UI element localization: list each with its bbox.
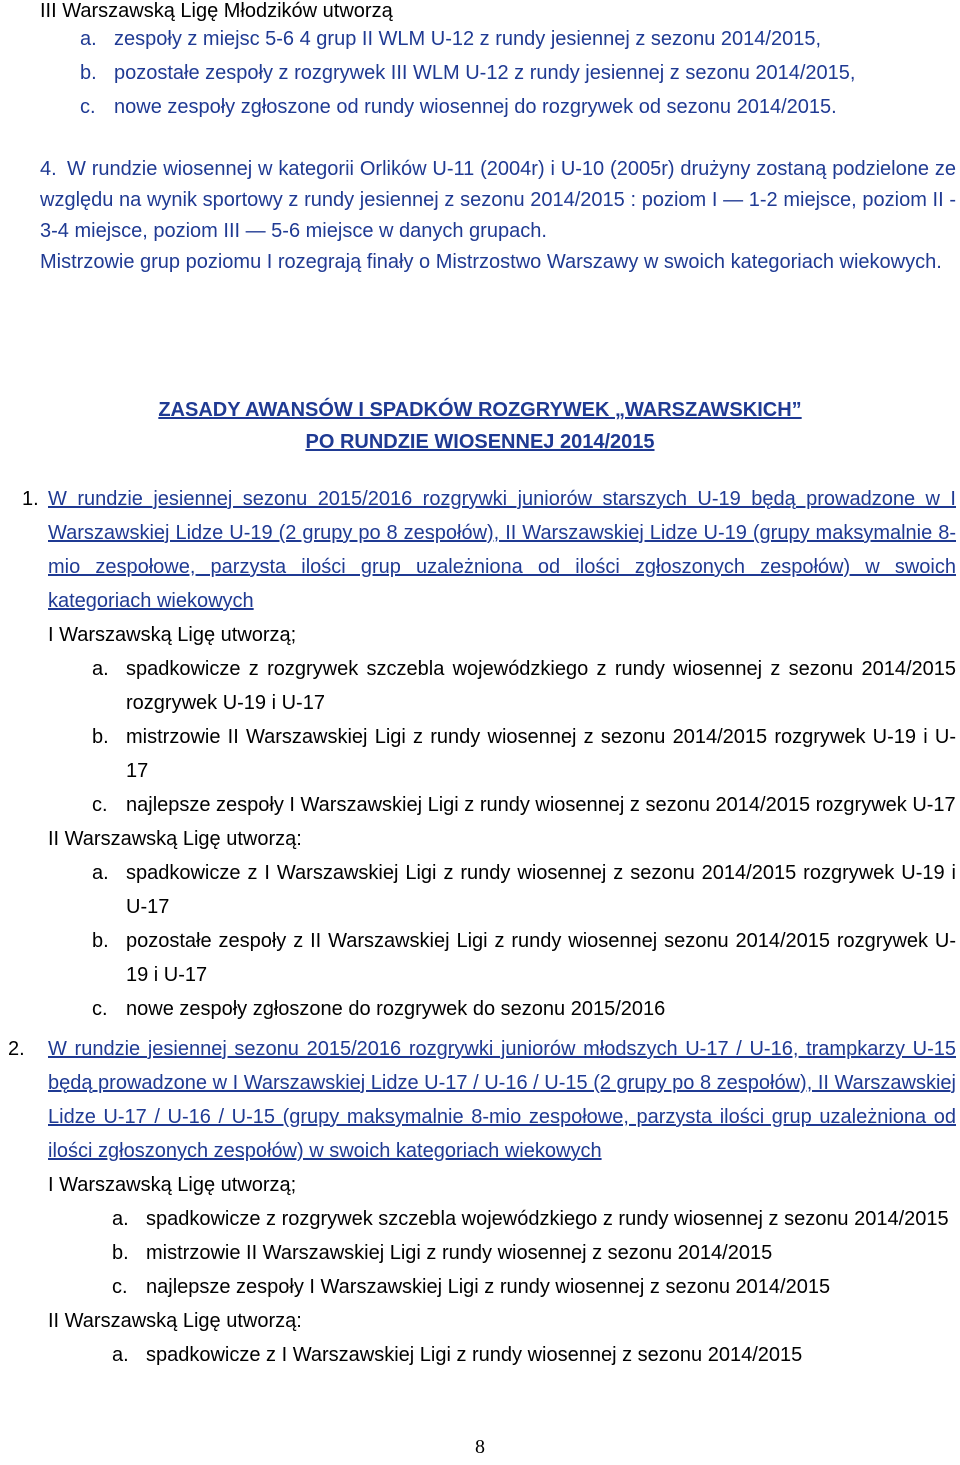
point-4 — [40, 154, 956, 278]
list-item — [92, 788, 956, 822]
list-marker: c. — [92, 794, 108, 816]
list-item-text: mistrzowie II Warszawskiej Ligi z rundy wiosennej z sezonu 2014/2015 — [146, 1242, 773, 1264]
list-item-text: najlepsze zespoły I Warszawskiej Ligi z rundy wiosennej z sezonu 2014/2015 — [146, 1276, 831, 1298]
list-marker: c. — [92, 998, 108, 1020]
league-2-intro: II Warszawską Ligę utworzą: — [48, 828, 302, 850]
list-item — [112, 1270, 956, 1304]
league-1-intro: I Warszawską Ligę utworzą; — [48, 1174, 297, 1196]
top-item-a — [80, 22, 940, 56]
point-4-text-2: Mistrzowie grup poziomu I rozegrają finały o Mistrzostwo Warszawy w swoich kategoriach wiekowych. — [40, 251, 942, 273]
list-item-text: zespoły z miejsc 5-6 4 grup II WLM U-12 z rundy jesiennej z sezonu 2014/2015, — [114, 28, 822, 50]
section-number: 2. — [8, 1038, 25, 1060]
list-item — [112, 1202, 956, 1236]
list-marker: a. — [92, 658, 109, 680]
page-number: 8 — [475, 1436, 485, 1458]
list-marker: b. — [80, 62, 97, 84]
list-item-text: spadkowicze z rozgrywek szczebla wojewódzkiego z rundy wiosennej z sezonu 2014/2015 rozgrywek U-19 i U-17 — [126, 658, 956, 714]
heading-line-2: PO RUNDZIE WIOSENNEJ 2014/2015 — [305, 431, 655, 453]
list-item — [112, 1338, 956, 1372]
section-number: 1. — [22, 488, 39, 510]
list-marker: a. — [112, 1208, 129, 1230]
top-intro: III Warszawską Ligę Młodzików utworzą — [40, 0, 393, 22]
top-item-c — [80, 90, 940, 124]
section-1 — [0, 482, 956, 1026]
list-item — [92, 924, 956, 992]
league-1-intro: I Warszawską Ligę utworzą; — [48, 624, 297, 646]
list-item — [92, 856, 956, 924]
list-marker: c. — [80, 96, 96, 118]
section-2-text: W rundzie jesiennej sezonu 2015/2016 rozgrywki juniorów młodszych U-17 / U-16, trampkarzy U-15 będą prowadzone w I Warszawskiej Lidze U-17 / U-16 / U-15 (2 grupy po 8 zespołów), II Warszawskiej Lidze U-17 / U-16 / U-15 (grupy maksymalnie 8-mio zespołowe, parzysta ilości grup uzależniona od ilości zgłoszonych zespołów) w swoich kategoriach wiekowych — [48, 1038, 956, 1162]
section-2 — [0, 1032, 956, 1372]
list-item-text: mistrzowie II Warszawskiej Ligi z rundy wiosennej z sezonu 2014/2015 rozgrywek U-19 i U-17 — [126, 726, 956, 782]
list-marker: b. — [92, 930, 109, 952]
list-marker: b. — [92, 726, 109, 748]
point-4-text: W rundzie wiosennej w kategorii Orlików U-11 (2004r) i U-10 (2005r) drużyny zostaną podzielone ze względu na wynik sportowy z rundy jesiennej z sezonu 2014/2015 : poziom I — 1-2 miejsce, poziom II - 3-4 miejsce, poziom III — 5-6 miejsce w danych grupach. — [40, 158, 956, 242]
list-marker: b. — [112, 1242, 129, 1264]
list-item — [112, 1236, 956, 1270]
top-item-b — [80, 56, 940, 90]
list-item-text: nowe zespoły zgłoszone od rundy wiosennej do rozgrywek od sezonu 2014/2015. — [114, 96, 837, 118]
list-item-text: spadkowicze z I Warszawskiej Ligi z rundy wiosennej z sezonu 2014/2015 rozgrywek U-19 i U-17 — [126, 862, 956, 918]
league-2-intro: II Warszawską Ligę utworzą: — [48, 1310, 302, 1332]
list-item-text: pozostałe zespoły z II Warszawskiej Ligi z rundy wiosennej sezonu 2014/2015 rozgrywek U-19 i U-17 — [126, 930, 956, 986]
list-item-text: spadkowicze z I Warszawskiej Ligi z rundy wiosennej z sezonu 2014/2015 — [146, 1344, 803, 1366]
section-heading — [0, 394, 960, 458]
list-item-text: pozostałe zespoły z rozgrywek III WLM U-12 z rundy jesiennej z sezonu 2014/2015, — [114, 62, 856, 84]
list-marker: c. — [112, 1276, 128, 1298]
list-item — [92, 652, 956, 720]
list-item — [92, 992, 956, 1026]
point-number: 4. — [40, 158, 57, 180]
list-item — [92, 720, 956, 788]
list-item-text: nowe zespoły zgłoszone do rozgrywek do sezonu 2015/2016 — [126, 998, 666, 1020]
list-item-text: najlepsze zespoły I Warszawskiej Ligi z rundy wiosennej z sezonu 2014/2015 rozgrywek U-17 — [126, 794, 956, 816]
heading-line-1: ZASADY AWANSÓW I SPADKÓW ROZGRYWEK „WARSZAWSKICH” — [158, 399, 802, 421]
section-1-text: W rundzie jesiennej sezonu 2015/2016 rozgrywki juniorów starszych U-19 będą prowadzone w I Warszawskiej Lidze U-19 (2 grupy po 8 zespołów), II Warszawskiej Lidze U-19 (grupy maksymalnie 8-mio zespołowe, parzysta ilości grup uzależniona od ilości zgłoszonych zespołów) w swoich kategoriach wiekowych — [48, 488, 956, 612]
list-marker: a. — [112, 1344, 129, 1366]
list-item-text: spadkowicze z rozgrywek szczebla wojewódzkiego z rundy wiosennej z sezonu 2014/2015 — [146, 1208, 949, 1230]
list-marker: a. — [80, 28, 97, 50]
list-marker: a. — [92, 862, 109, 884]
